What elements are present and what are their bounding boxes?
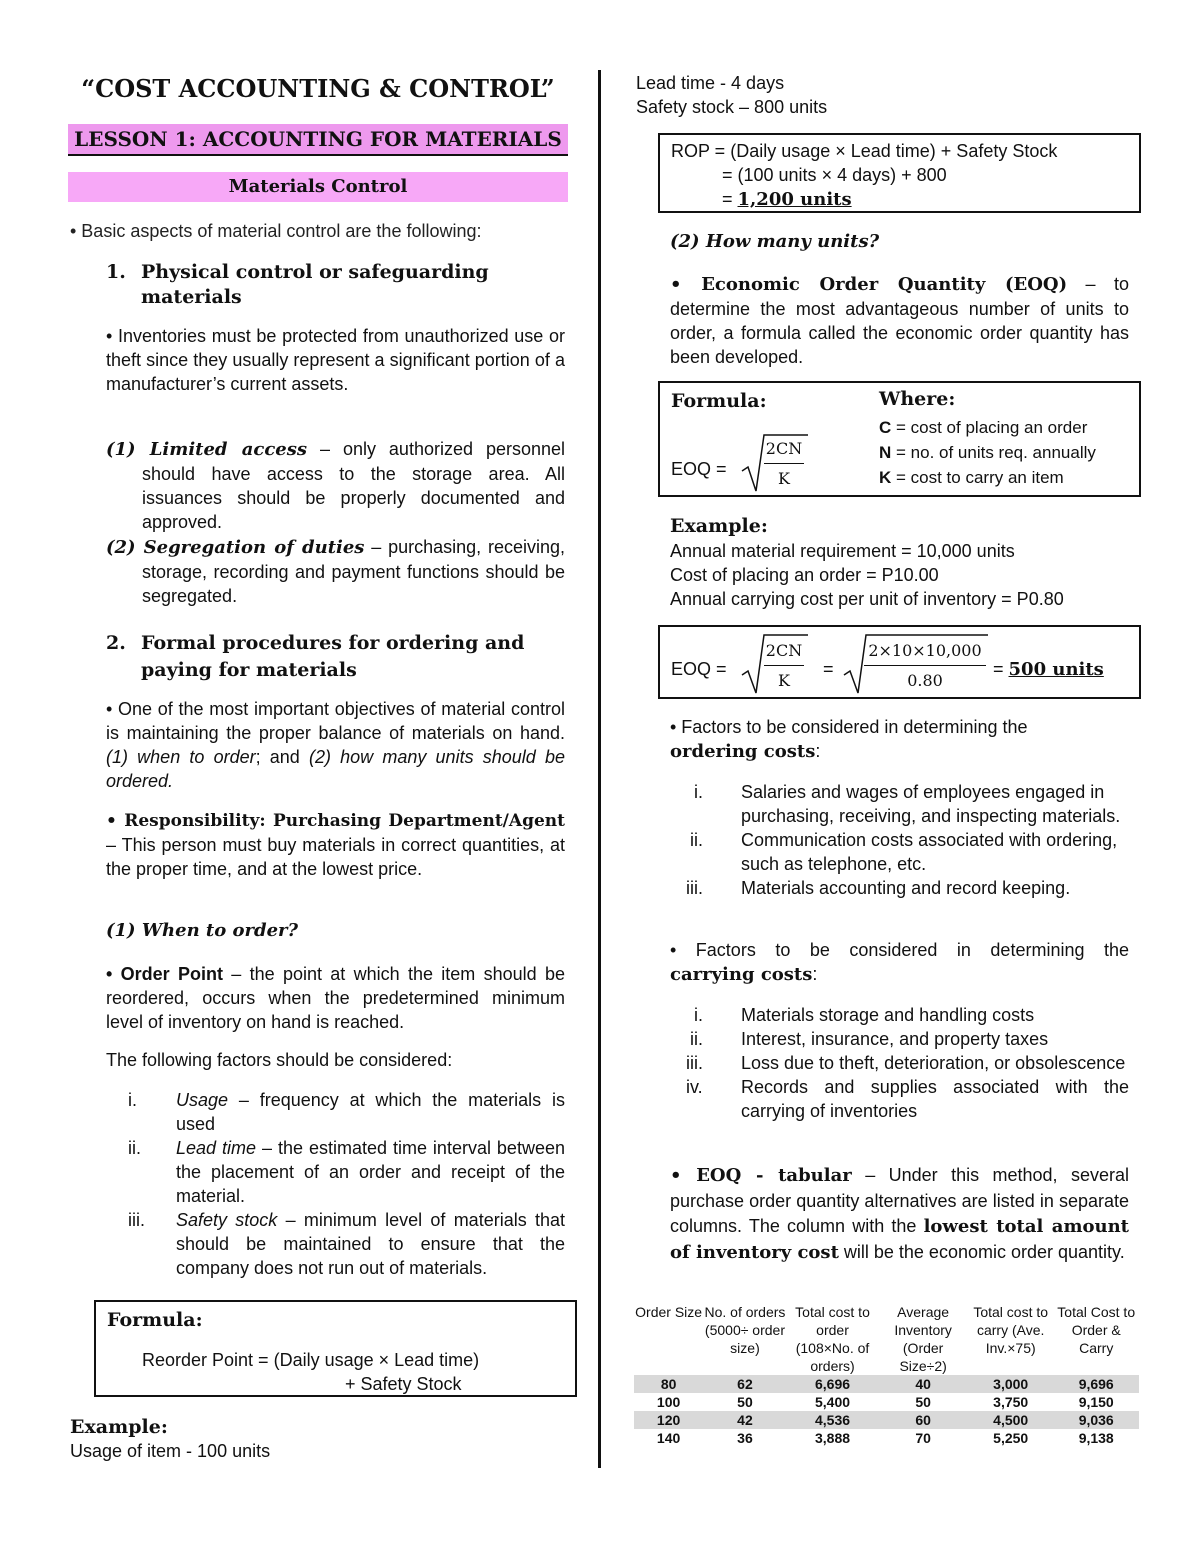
eoq-tabular-table xyxy=(634,1303,1139,1447)
ordering-factor-item xyxy=(670,876,1129,900)
factor-text xyxy=(176,1136,565,1208)
eoq-calc-equals: = xyxy=(823,659,834,679)
eoq-calc-result-line xyxy=(993,657,1104,682)
table-header-cell: Total cost to order (108×No. of orders) xyxy=(795,1304,870,1374)
table-cell: 9,150 xyxy=(1053,1393,1139,1411)
ordering-costs-intro xyxy=(670,715,1129,764)
item1-heading xyxy=(141,260,571,310)
carrying-colon: : xyxy=(812,964,818,984)
table-cell: 100 xyxy=(634,1393,703,1411)
item2-body-part1: • One of the most important objectives of material control is maintaining the proper balance of materials on hand. xyxy=(106,699,565,743)
table-cell: 3,750 xyxy=(968,1393,1054,1411)
item2-body-part4: (2) how many units should be ordered. xyxy=(106,747,565,791)
where-item xyxy=(879,440,1096,465)
carrying-factor-number: i. xyxy=(694,1005,703,1025)
ordering-factor-text: Materials accounting and record keeping. xyxy=(741,878,1071,898)
eoq-calc-denominator1: K xyxy=(778,671,790,690)
item2-body xyxy=(106,697,565,793)
ordering-factor-number: i. xyxy=(694,782,703,802)
responsibility-text: – This person must buy materials in correct quantities, at the proper time, and at the lowest price. xyxy=(106,835,565,879)
eoq-example-label: Example: xyxy=(670,515,768,537)
eoq-example-line: Annual material requirement = 10,000 units xyxy=(670,541,1015,561)
carrying-factor-text: Records and supplies associated with the carrying of inventories xyxy=(741,1077,1129,1121)
eoq-calc-numerator2: 2×10×10,000 xyxy=(868,641,982,660)
carrying-factor-item xyxy=(670,1027,1129,1051)
responsibility-label: • Responsibility: Purchasing Department/Agent xyxy=(106,811,565,831)
eoq-fraction-bar xyxy=(764,463,804,464)
factor-desc: – the estimated time interval between the placement of an order and receipt of the material. xyxy=(176,1138,565,1206)
factor-desc: – frequency at which the materials is used xyxy=(176,1090,565,1134)
reorder-formula-label: Formula: xyxy=(107,1309,203,1331)
eoq-label: • Economic Order Quantity (EOQ) xyxy=(670,274,1068,295)
eoq-calc-equals2: = xyxy=(993,659,1009,679)
order-point-text: – the point at which the item should be reordered, occurs when the predetermined minimum level of inventory on hand is reached. xyxy=(106,964,566,1032)
carrying-factor-item xyxy=(670,1003,1129,1027)
when-to-order-heading: (1) When to order? xyxy=(106,920,299,941)
carrying-factor-item xyxy=(670,1051,1129,1075)
rop-example-line: Safety stock – 800 units xyxy=(636,97,828,117)
ordering-intro-line2 xyxy=(670,739,1129,764)
table-cell: 120 xyxy=(634,1411,703,1429)
eoq-definition-text: – to determine the most advantageous number of units to order, a formula called the economic order quantity has been developed. xyxy=(670,274,1129,367)
table-header-cell: Total Cost to Order & Carry xyxy=(1057,1304,1136,1356)
where-symbol: C xyxy=(879,418,892,437)
reorder-formula-line2: + Safety Stock xyxy=(345,1374,462,1394)
item1-heading-line2: materials xyxy=(141,286,242,308)
table-cell: 4,500 xyxy=(968,1411,1054,1429)
factor-item xyxy=(106,1208,565,1280)
item2-heading-line1: Formal procedures for ordering and xyxy=(141,632,525,654)
eoq-calc-lhs: EOQ = xyxy=(671,659,727,679)
eoq-example-lines xyxy=(670,539,1064,611)
table-cell: 62 xyxy=(703,1375,786,1393)
order-point-paragraph xyxy=(106,962,565,1034)
sub-segregation-label: (2) Segregation of duties xyxy=(106,537,365,558)
rop-calculation-box xyxy=(658,133,1141,213)
rop-example-line: Lead time - 4 days xyxy=(636,73,785,93)
item2-heading-line2: paying for materials xyxy=(141,659,357,681)
rop-example-line: Usage of item - 100 units xyxy=(70,1441,271,1461)
item2-body-part2: (1) when to order xyxy=(106,747,256,767)
section-banner: Materials Control xyxy=(68,172,568,202)
rop-line3 xyxy=(722,187,852,212)
sub-limited-access xyxy=(106,437,565,534)
table-cell: 9,696 xyxy=(1053,1375,1139,1393)
rop-line3-prefix: = xyxy=(722,189,738,209)
table-row xyxy=(634,1393,1139,1411)
table-cell: 5,400 xyxy=(787,1393,879,1411)
table-header-cell: Order Size xyxy=(635,1304,703,1320)
table-cell: 5,250 xyxy=(968,1429,1054,1447)
table-cell: 4,536 xyxy=(787,1411,879,1429)
table-header-row xyxy=(634,1303,1139,1375)
ordering-costs-term: ordering costs xyxy=(670,741,816,762)
factor-desc: – minimum level of materials that should be maintained to ensure that the company does not run out of materials. xyxy=(176,1210,565,1278)
eoq-formula-denominator: K xyxy=(778,469,790,488)
table-cell: 50 xyxy=(703,1393,786,1411)
item1-heading-line1: Physical control or safeguarding xyxy=(141,261,489,283)
table-cell: 80 xyxy=(634,1375,703,1393)
ordering-factor-number: iii. xyxy=(686,878,703,898)
table-header-cell: Total cost to carry (Ave. Inv.×75) xyxy=(973,1304,1049,1356)
where-text: = no. of units req. annually xyxy=(891,443,1096,462)
table-cell: 3,000 xyxy=(968,1375,1054,1393)
carrying-costs-intro xyxy=(670,938,1129,987)
table-cell: 50 xyxy=(878,1393,968,1411)
table-header-cell: Average Inventory (Order Size÷2) xyxy=(894,1304,952,1374)
reorder-formula-box xyxy=(94,1300,577,1397)
basic-aspects-text: • Basic aspects of material control are the following: xyxy=(70,221,482,241)
sub-limited-access-label: (1) Limited access xyxy=(106,439,308,460)
table-cell: 42 xyxy=(703,1411,786,1429)
eoq-tabular-paragraph xyxy=(670,1163,1129,1265)
eoq-calc-numerator1: 2CN xyxy=(765,641,803,660)
eoq-formula-lhs: EOQ = xyxy=(671,459,727,479)
factor-number: ii. xyxy=(128,1138,141,1158)
eoq-formula-label: Formula: xyxy=(671,390,767,412)
eoq-tabular-label: • EOQ - tabular xyxy=(670,1165,852,1186)
ordering-factor-item xyxy=(670,828,1129,876)
table-cell: 9,138 xyxy=(1053,1429,1139,1447)
table-row xyxy=(634,1429,1139,1447)
eoq-definition xyxy=(670,272,1129,369)
factor-number: iii. xyxy=(128,1210,145,1230)
carrying-factor-number: iii. xyxy=(686,1053,703,1073)
eoq-calculation-box xyxy=(658,625,1141,699)
table-cell: 60 xyxy=(878,1411,968,1429)
table-cell: 36 xyxy=(703,1429,786,1447)
column-divider xyxy=(598,70,601,1468)
responsibility-paragraph xyxy=(106,808,565,881)
table-row xyxy=(634,1375,1139,1393)
factor-text xyxy=(176,1088,565,1136)
rop-result: 1,200 units xyxy=(737,189,852,210)
where-text: = cost to carry an item xyxy=(891,468,1064,487)
table-cell: 140 xyxy=(634,1429,703,1447)
sub-segregation xyxy=(106,535,565,608)
eoq-tabular-text2: will be the economic order quantity. xyxy=(838,1241,1125,1262)
factor-text xyxy=(176,1208,565,1280)
ordering-factor-number: ii. xyxy=(690,830,703,850)
factors-intro: The following factors should be considered: xyxy=(106,1050,453,1070)
carrying-factor-text: Materials storage and handling costs xyxy=(741,1005,1035,1025)
where-symbol: N xyxy=(879,443,892,462)
where-symbol: K xyxy=(879,468,892,487)
where-text: = cost of placing an order xyxy=(891,418,1088,437)
eoq-calc-fraction-bar1 xyxy=(764,665,804,666)
page-title: “COST ACCOUNTING & CONTROL” xyxy=(81,74,555,103)
rop-example-label: Example: xyxy=(70,1416,168,1438)
how-many-heading: (2) How many units? xyxy=(670,231,880,252)
where-item xyxy=(879,415,1096,440)
factor-number: i. xyxy=(128,1090,137,1110)
item1-number: 1. xyxy=(106,261,126,283)
ordering-factor-text: Communication costs associated with ordering, such as telephone, etc. xyxy=(741,830,1118,874)
factor-label: Usage xyxy=(176,1090,229,1110)
table-cell: 40 xyxy=(878,1375,968,1393)
table-cell: 3,888 xyxy=(787,1429,879,1447)
eoq-tabular-bold: lowest total amount of inventory cost xyxy=(670,1216,1129,1263)
eoq-calc-fraction-bar2 xyxy=(864,665,986,666)
eoq-example-line: Cost of placing an order = P10.00 xyxy=(670,565,939,585)
table-header-cell: No. of orders (5000÷ order size) xyxy=(704,1304,786,1356)
carrying-costs-term: carrying costs xyxy=(670,964,813,985)
table-cell: 6,696 xyxy=(787,1375,879,1393)
carrying-factor-item xyxy=(670,1075,1129,1123)
carrying-factor-number: iv. xyxy=(686,1077,703,1097)
ordering-factor-item xyxy=(670,780,1129,828)
factor-item xyxy=(106,1136,565,1208)
factors-list xyxy=(106,1088,565,1280)
rop-line1: ROP = (Daily usage × Lead time) + Safety Stock xyxy=(671,141,1058,161)
lesson-banner: LESSON 1: ACCOUNTING FOR MATERIALS xyxy=(68,124,568,156)
carrying-intro-line2 xyxy=(670,962,1129,987)
eoq-tabular-text1: – Under this method, several purchase order quantity alternatives are listed in separate columns. The column with the xyxy=(670,1165,1129,1236)
item2-body-part3: ; and xyxy=(255,747,309,767)
eoq-formula-box xyxy=(658,381,1141,497)
sub-limited-access-text: – only authorized personnel should have access to the storage area. All issuances should be properly documented and approved. xyxy=(142,439,565,532)
item1-body: • Inventories must be protected from unauthorized use or theft since they usually represent a significant portion of a manufacturer’s current assets. xyxy=(106,326,565,394)
factor-label: Safety stock xyxy=(176,1210,278,1230)
eoq-example-line: Annual carrying cost per unit of inventory = P0.80 xyxy=(670,589,1064,609)
eoq-calc-denominator2: 0.80 xyxy=(907,671,943,690)
ordering-colon: : xyxy=(815,741,821,761)
item2-number: 2. xyxy=(106,632,126,654)
carrying-factors-list xyxy=(670,1003,1129,1123)
ordering-intro-line: • Factors to be considered in determining the xyxy=(670,717,1028,737)
ordering-factors-list xyxy=(670,780,1129,900)
factor-item xyxy=(106,1088,565,1136)
carrying-factor-text: Loss due to theft, deterioration, or obsolescence xyxy=(741,1053,1126,1073)
factor-label: Lead time xyxy=(176,1138,257,1158)
carrying-factor-number: ii. xyxy=(690,1029,703,1049)
carrying-factor-text: Interest, insurance, and property taxes xyxy=(741,1029,1049,1049)
ordering-factor-text: Salaries and wages of employees engaged in purchasing, receiving, and inspecting materials. xyxy=(741,782,1121,826)
table-row xyxy=(634,1411,1139,1429)
sub-segregation-text: – purchasing, receiving, storage, recording and payment functions should be segregated. xyxy=(142,537,565,606)
eoq-result: 500 units xyxy=(1008,659,1104,680)
rop-line2: = (100 units × 4 days) + 800 xyxy=(722,165,947,185)
order-point-label: • Order Point xyxy=(106,964,223,984)
table-cell: 70 xyxy=(878,1429,968,1447)
where-item xyxy=(879,465,1096,490)
eoq-formula-numerator: 2CN xyxy=(765,439,803,458)
item2-heading xyxy=(141,630,571,684)
reorder-formula-line1: Reorder Point = (Daily usage × Lead time) xyxy=(142,1350,480,1370)
where-label: Where: xyxy=(879,388,956,410)
table-cell: 9,036 xyxy=(1053,1411,1139,1429)
carrying-intro-line: • Factors to be considered in determining the xyxy=(670,940,1129,960)
where-list xyxy=(879,415,1096,490)
